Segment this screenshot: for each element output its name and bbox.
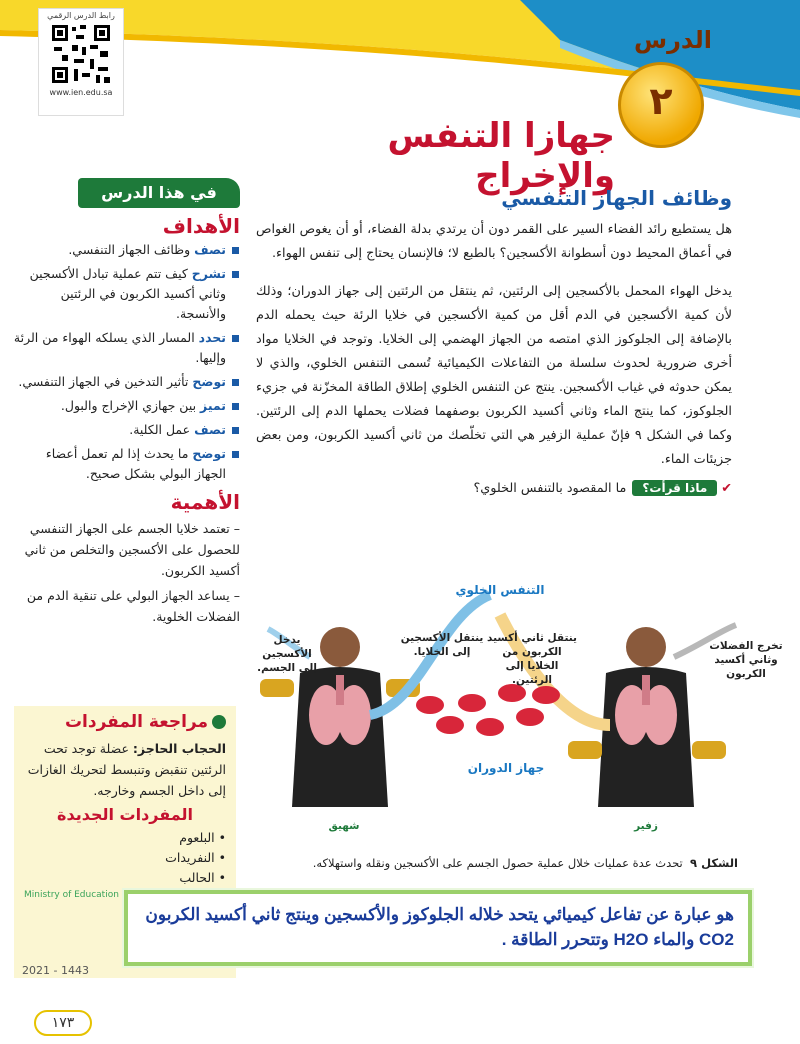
vocab-word: • الحالب xyxy=(179,870,226,885)
what-read-badge: ماذا قرأت؟ xyxy=(632,480,717,496)
figure-9 xyxy=(250,575,790,845)
new-vocab-title: المفردات الجديدة xyxy=(57,805,193,824)
inhale-oxygen-label: يدخل الأكسجين إلى الجسم. xyxy=(257,634,317,674)
vocab-review-title: مراجعة المفردات xyxy=(24,712,226,732)
figure-caption-label: الشكل ٩ xyxy=(690,856,738,870)
qr-url[interactable]: www.ien.edu.sa xyxy=(49,88,113,97)
lesson-number-badge xyxy=(618,62,704,148)
goal-item: تشرح كيف تتم عملية تبادل الأكسجين وثاني أكسيد الكربون في الرئتين والأنسجة. xyxy=(12,264,240,324)
respiration-diagram xyxy=(250,575,790,845)
importance-item: – تعتمد خلايا الجسم على الجهاز التنفسي للحصول على الأكسجين والتخلص من ثاني أكسيد الكربون. xyxy=(24,521,240,578)
goal-item: توضح ما يحدث إذا لم تعمل أعضاء الجهاز البولي بشكل صحيح. xyxy=(12,444,240,484)
vocab-word: • النفريدات xyxy=(165,850,226,865)
check-icon: ✔ xyxy=(721,481,732,496)
answer-box: هو عبارة عن تفاعل كيميائي يتحد خلاله الجلوكوز والأكسجين وينتج ثاني أكسيد الكربون CO2 والماء H2O وتتحرر الطاقة . xyxy=(124,890,752,966)
review-term: الحجاب الحاجز: xyxy=(132,741,226,756)
cellular-respiration-label: التنفس الخلوي xyxy=(455,583,545,597)
goal-item: تصف وظائف الجهاز التنفسي. xyxy=(12,240,240,260)
lesson-number: ٢ xyxy=(649,79,673,123)
co2-to-lungs-label: ينتقل ثاني أكسيد الكربون من الخلايا إلى الرئتين. xyxy=(487,632,577,686)
lesson-label: الدرس xyxy=(633,26,712,54)
review-icon xyxy=(212,715,226,729)
importance-heading: الأهمية xyxy=(170,490,240,514)
qr-label: رابط الدرس الرقمي xyxy=(47,11,115,20)
importance-item: – يساعد الجهاز البولي على تنقية الدم من الفضلات الخلوية. xyxy=(26,588,240,624)
vocab-word: • البلعوم xyxy=(179,830,226,845)
goals-list xyxy=(12,240,240,484)
in-this-lesson-tab: في هذا الدرس xyxy=(78,178,240,208)
qr-code-icon[interactable] xyxy=(50,23,112,85)
goals-heading: الأهداف xyxy=(162,214,240,238)
vocab-review-body xyxy=(24,738,226,801)
inhale-caption: شهيق xyxy=(328,820,360,832)
figure-caption xyxy=(268,856,738,870)
goal-item: تحدد المسار الذي يسلكه الهواء من الرئة وإليها. xyxy=(12,328,240,368)
sidebar xyxy=(12,178,240,627)
what-did-you-read xyxy=(256,480,732,496)
oxygen-to-cells-label: ينتقل الأكسجين إلى الخلايا. xyxy=(400,632,484,658)
page-number: ١٧٣ xyxy=(34,1010,92,1036)
red-blood-cells xyxy=(416,684,560,736)
ministry-watermark: Ministry of Education xyxy=(24,890,119,900)
goal-item: توضح تأثير التدخين في الجهاز التنفسي. xyxy=(12,372,240,392)
paragraph: هل يستطيع رائد الفضاء السير على القمر دون أن يرتدي بدلة الفضاء، أو أن يغوص الغواص في أعماق المحيط دون أسطوانة الأكسجين؟ بالطبع لا؛ فالإنسان يحتاج إلى تنفس الهواء. xyxy=(256,222,732,261)
main-content xyxy=(256,186,732,496)
exhale-caption: زفير xyxy=(634,820,658,832)
exhale-waste-label: تخرج الفضلات وثاني أكسيد الكربون xyxy=(709,640,783,680)
section-heading: وظائف الجهاز التنفسي xyxy=(501,186,732,210)
what-read-question: ما المقصود بالتنفس الخلوي؟ xyxy=(473,481,627,496)
edition-year: 2021 - 1443 xyxy=(22,964,89,977)
goal-item: تميز بين جهازي الإخراج والبول. xyxy=(12,396,240,416)
figure-caption-text: تحدث عدة عمليات خلال عملية حصول الجسم على الأكسجين ونقله واستهلاكه. xyxy=(312,856,683,870)
goal-item: تصف عمل الكلية. xyxy=(12,420,240,440)
circulatory-label: جهاز الدوران xyxy=(467,761,545,775)
qr-code-panel[interactable] xyxy=(38,8,124,116)
paragraph: يدخل الهواء المحمل بالأكسجين إلى الرئتين، ثم ينتقل من الرئتين إلى جهاز الدوران؛ وذلك لأن كمية الأكسجين في الدم أقل من كمية الأكسجين في خلايا الرئة حيث يحمله الدم بالإضافة إلى الجلوكوز الذي امتصه من الجهاز الهضمي إلى الخلايا. وتوجد في الخلايا مواد أخرى ضرورية لحدوث سلسلة من التفاعلات الكيميائية تُسمى التنفس الخلوي، والذي لا يمكن حدوثه في غياب الأكسجين. ينتج عن التنفس الخلوي إطلاق الطاقة المخزّنة في جزيء الجلوكوز، كما ينتج الماء وثاني أكسيد الكربون بوصفهما فضلات يحملها الدم إلى الرئتين. وكما في الشكل ٩ فإنّ عملية الزفير هي التي تخلّصك من ثاني أكسيد الكربون، ومن بعض جزيئات الماء. xyxy=(256,284,733,467)
review-definition: عضلة توجد تحت الرئتين تنقبض وتنبسط لتحريك الغازات إلى داخل الجسم وخارجه. xyxy=(27,741,226,798)
page-title: جهازا التنفس والإخراج xyxy=(387,116,615,196)
